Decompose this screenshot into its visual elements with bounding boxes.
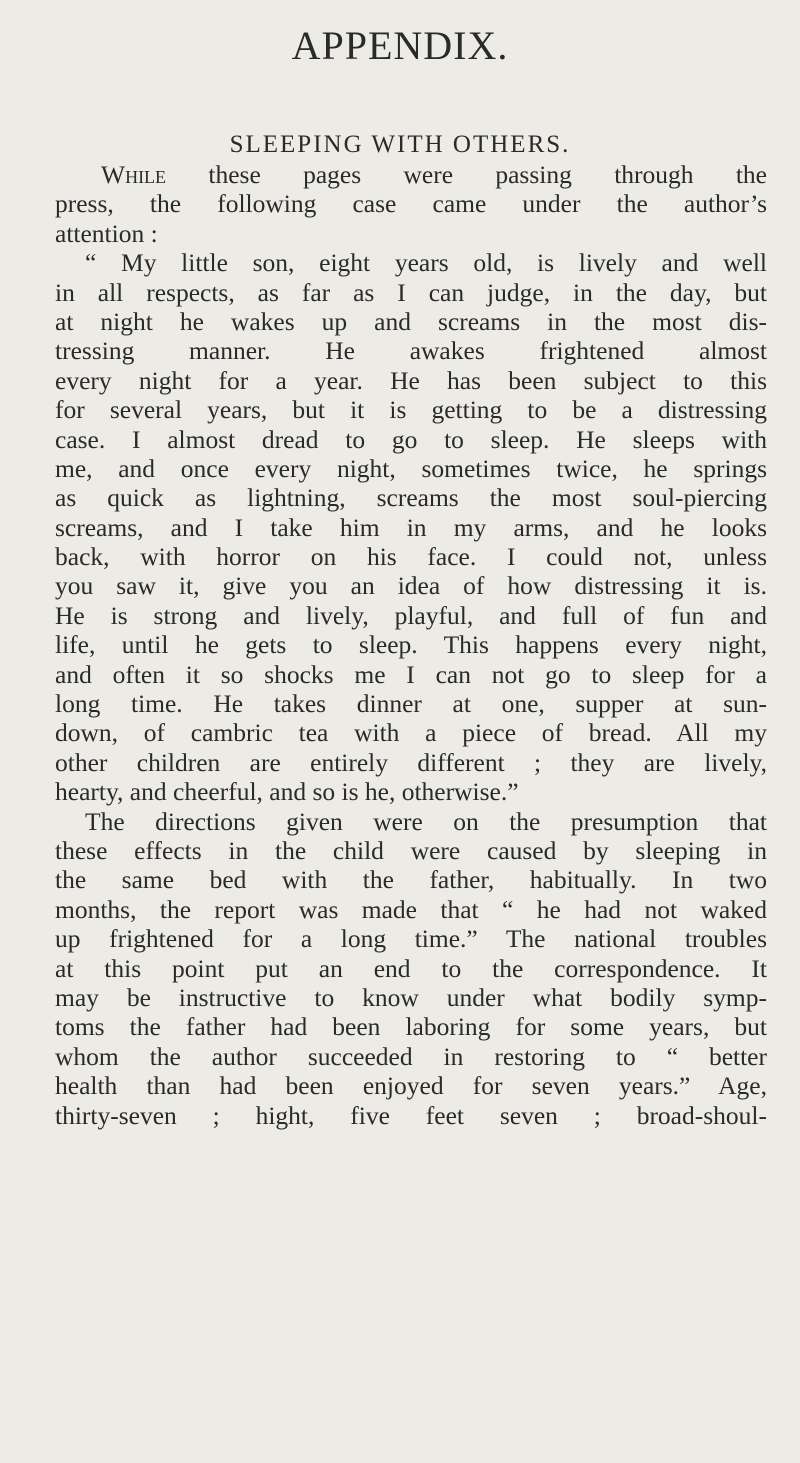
text-line: whom the author succeeded in restoring to “ better (55, 1041, 767, 1071)
text-line: case. I almost dread to go to sleep. He sleeps with (55, 424, 767, 454)
text-line: health than had been enjoyed for seven years.” Age, (55, 1071, 767, 1101)
text-line: the same bed with the father, habitually. In two (55, 865, 767, 895)
text-line: up frightened for a long time.” The national troubles (55, 924, 767, 954)
text-line: at this point put an end to the correspondence. It (55, 953, 767, 983)
text-line: press, the following case came under the author’s (55, 189, 767, 219)
body-text (55, 160, 767, 1130)
text-line: at night he wakes up and screams in the most dis- (55, 306, 767, 336)
text-line: hearty, and cheerful, and so is he, otherwise.” (55, 777, 519, 807)
text-line: as quick as lightning, screams the most soul-piercing (55, 483, 767, 513)
text-line: for several years, but it is getting to be a distressing (55, 395, 767, 425)
running-head: APPENDIX. (291, 23, 509, 68)
text-line: and often it so shocks me I can not go to sleep for a (55, 659, 767, 689)
text-line: thirty-seven ; hight, five feet seven ; broad-shoul- (55, 1100, 767, 1130)
text-line: The directions given were on the presumption that (85, 806, 767, 836)
text-line: attention : (55, 218, 158, 248)
drop-word: While (101, 160, 167, 189)
text-line: “ My little son, eight years old, is lively and well (85, 248, 767, 278)
text-line: every night for a year. He has been subject to this (55, 365, 767, 395)
text-line: toms the father had been laboring for some years, but (55, 1012, 767, 1042)
text-line: other children are entirely different ; they are lively, (55, 747, 767, 777)
text-line: tressing manner. He awakes frightened almost (55, 336, 767, 366)
text-line: screams, and I take him in my arms, and he looks (55, 512, 767, 542)
text-line: long time. He takes dinner at one, supper at sun- (55, 689, 767, 719)
text-line: may be instructive to know under what bodily symp- (55, 982, 767, 1012)
text-line: down, of cambric tea with a piece of bread. All my (55, 718, 767, 748)
section-title: SLEEPING WITH OTHERS. (229, 130, 571, 158)
text-line: life, until he gets to sleep. This happens every night, (55, 630, 767, 660)
text-line: While these pages were passing through the (101, 160, 767, 189)
text-line: He is strong and lively, playful, and full of fun and (55, 600, 767, 630)
text-line: me, and once every night, sometimes twice, he springs (55, 453, 767, 483)
text-line: back, with horror on his face. I could not, unless (55, 542, 767, 572)
text-line: these effects in the child were caused by sleeping in (55, 835, 767, 865)
text-line: in all respects, as far as I can judge, in the day, but (55, 277, 767, 307)
text-line: you saw it, give you an idea of how distressing it is. (55, 571, 767, 601)
text-line: months, the report was made that “ he had not waked (55, 894, 767, 924)
